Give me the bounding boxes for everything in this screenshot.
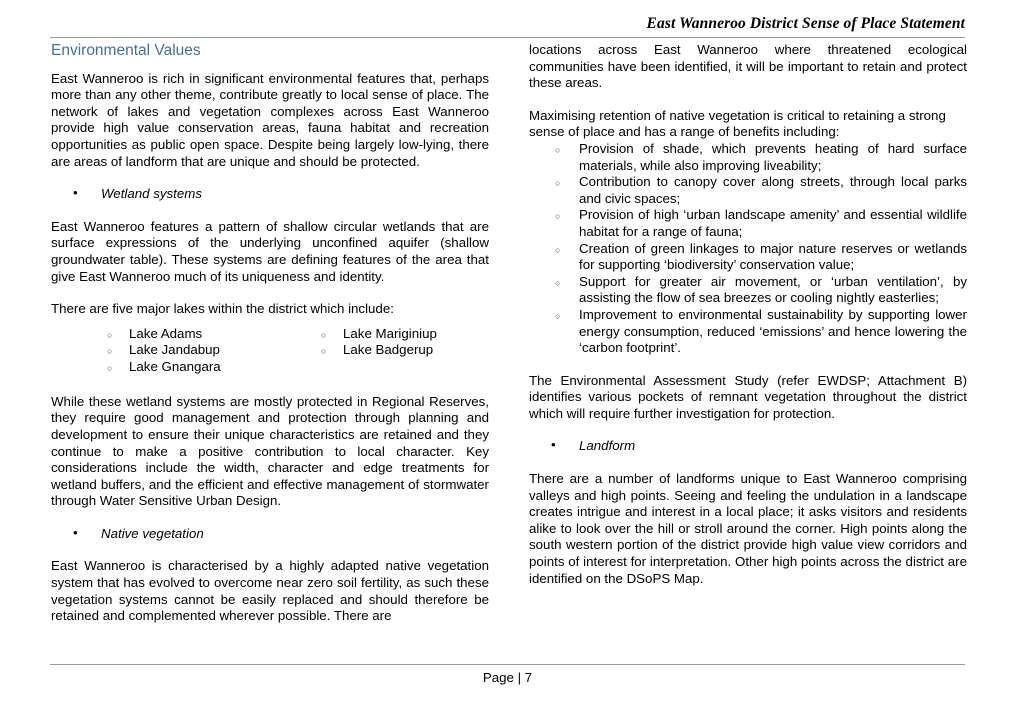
- list-item: ○ Provision of high ‘urban landscape amenity’ and essential wildlife habitat for a range of fauna;: [529, 207, 967, 240]
- left-column: [51, 42, 489, 641]
- spacer: [529, 357, 967, 373]
- lakes-list-column-2: [321, 326, 437, 359]
- bullet-landform-label: Landform: [579, 438, 636, 454]
- list-item: ○ Lake Mariginiup: [321, 326, 437, 343]
- list-item: ○ Creation of green linkages to major nature reserves or wetlands for supporting ‘biodiversity’ conservation value;: [529, 241, 967, 274]
- list-item: ○ Support for greater air movement, or ‘urban ventilation’, by assisting the flow of sea breezes or cooling nightly easterlies;: [529, 274, 967, 307]
- benefits-list: [529, 141, 967, 357]
- lakes-list: [51, 326, 489, 378]
- list-item: ○ Contribution to canopy cover along streets, through local parks and civic spaces;: [529, 174, 967, 207]
- paragraph-wetland-description: East Wanneroo features a pattern of shallow circular wetlands that are surface expressions of the underlying unconfined aquifer (shallow groundwater table). These systems are defining features of the area that give East Wanneroo much of its uniqueness and identity.: [51, 218, 489, 284]
- document-title: East Wanneroo District Sense of Place Statement: [646, 15, 965, 32]
- list-item: ○ Lake Adams: [107, 326, 221, 343]
- page-header: [50, 12, 965, 38]
- lakes-list-column-1: [107, 326, 221, 376]
- bullet-landform: [529, 438, 967, 455]
- bullet-wetland-systems-label: Wetland systems: [101, 186, 202, 202]
- list-item: ○ Lake Gnangara: [107, 359, 221, 376]
- paragraph-intro: East Wanneroo is rich in significant environmental features that, perhaps more than any other theme, contribute greatly to local sense of place. The network of lakes and vegetation complexes across East Wanneroo provide high value conservation areas, fauna habitat and recreation opportunities as public open space. Despite being largely low-lying, there are areas of landform that are unique and should be protected.: [51, 70, 489, 169]
- list-item: ○ Improvement to environmental sustainability by supporting lower energy consumption, reduced ‘emissions’ and hence lowering the ‘carbon footprint’.: [529, 307, 967, 357]
- list-item: ○ Lake Jandabup: [107, 342, 221, 359]
- page-footer: [50, 664, 965, 685]
- bullet-wetland-systems: [51, 186, 489, 203]
- section-heading-environmental-values: Environmental Values: [51, 42, 201, 59]
- paragraph-landform: There are a number of landforms unique to East Wanneroo comprising valleys and high points. Seeing and feeling the undulation in a landscape creates intrigue and interest in a local place; it asks visitors and residents alike to look over the hill or stroll around the corner. High points along the south western portion of the district provide high value view corridors and points of interest for interpretation. Other high points across the district are identified on the DSoPS Map.: [529, 471, 967, 586]
- paragraph-environmental-assessment-study: The Environmental Assessment Study (refer EWDSP; Attachment B) identifies various pockets of remnant vegetation throughout the district which will require further investigation for protection.: [529, 372, 967, 421]
- bullet-native-vegetation-label: Native vegetation: [101, 525, 204, 541]
- paragraph-continued-threatened-communities: locations across East Wanneroo where threatened ecological communities have been identified, it will be important to retain and protect these areas.: [529, 42, 967, 91]
- right-column: [529, 42, 967, 603]
- paragraph-lakes-intro: There are five major lakes within the district which include:: [51, 301, 394, 317]
- list-item: ○ Lake Badgerup: [321, 342, 437, 359]
- page-number: Page | 7: [482, 670, 533, 685]
- bullet-native-vegetation: [51, 526, 489, 543]
- list-item: ○ Provision of shade, which prevents heating of hard surface materials, while also improving liveability;: [529, 141, 967, 174]
- paragraph-native-vegetation: East Wanneroo is characterised by a highly adapted native vegetation system that has evolved to overcome near zero soil fertility, as such these vegetation systems cannot be easily replaced and should therefore be retained and complemented wherever possible. There are: [51, 558, 489, 624]
- paragraph-wetland-management: While these wetland systems are mostly protected in Regional Reserves, they require good management and protection through planning and development to ensure their unique characteristics are retained and they continue to make a positive contribution to local character. Key considerations include the width, character and edge treatments for wetland buffers, and the efficient and effective management of stormwater through Water Sensitive Urban Design.: [51, 393, 489, 509]
- paragraph-benefits-intro: Maximising retention of native vegetation is critical to retaining a strong sense of place and has a range of benefits including:: [529, 107, 946, 140]
